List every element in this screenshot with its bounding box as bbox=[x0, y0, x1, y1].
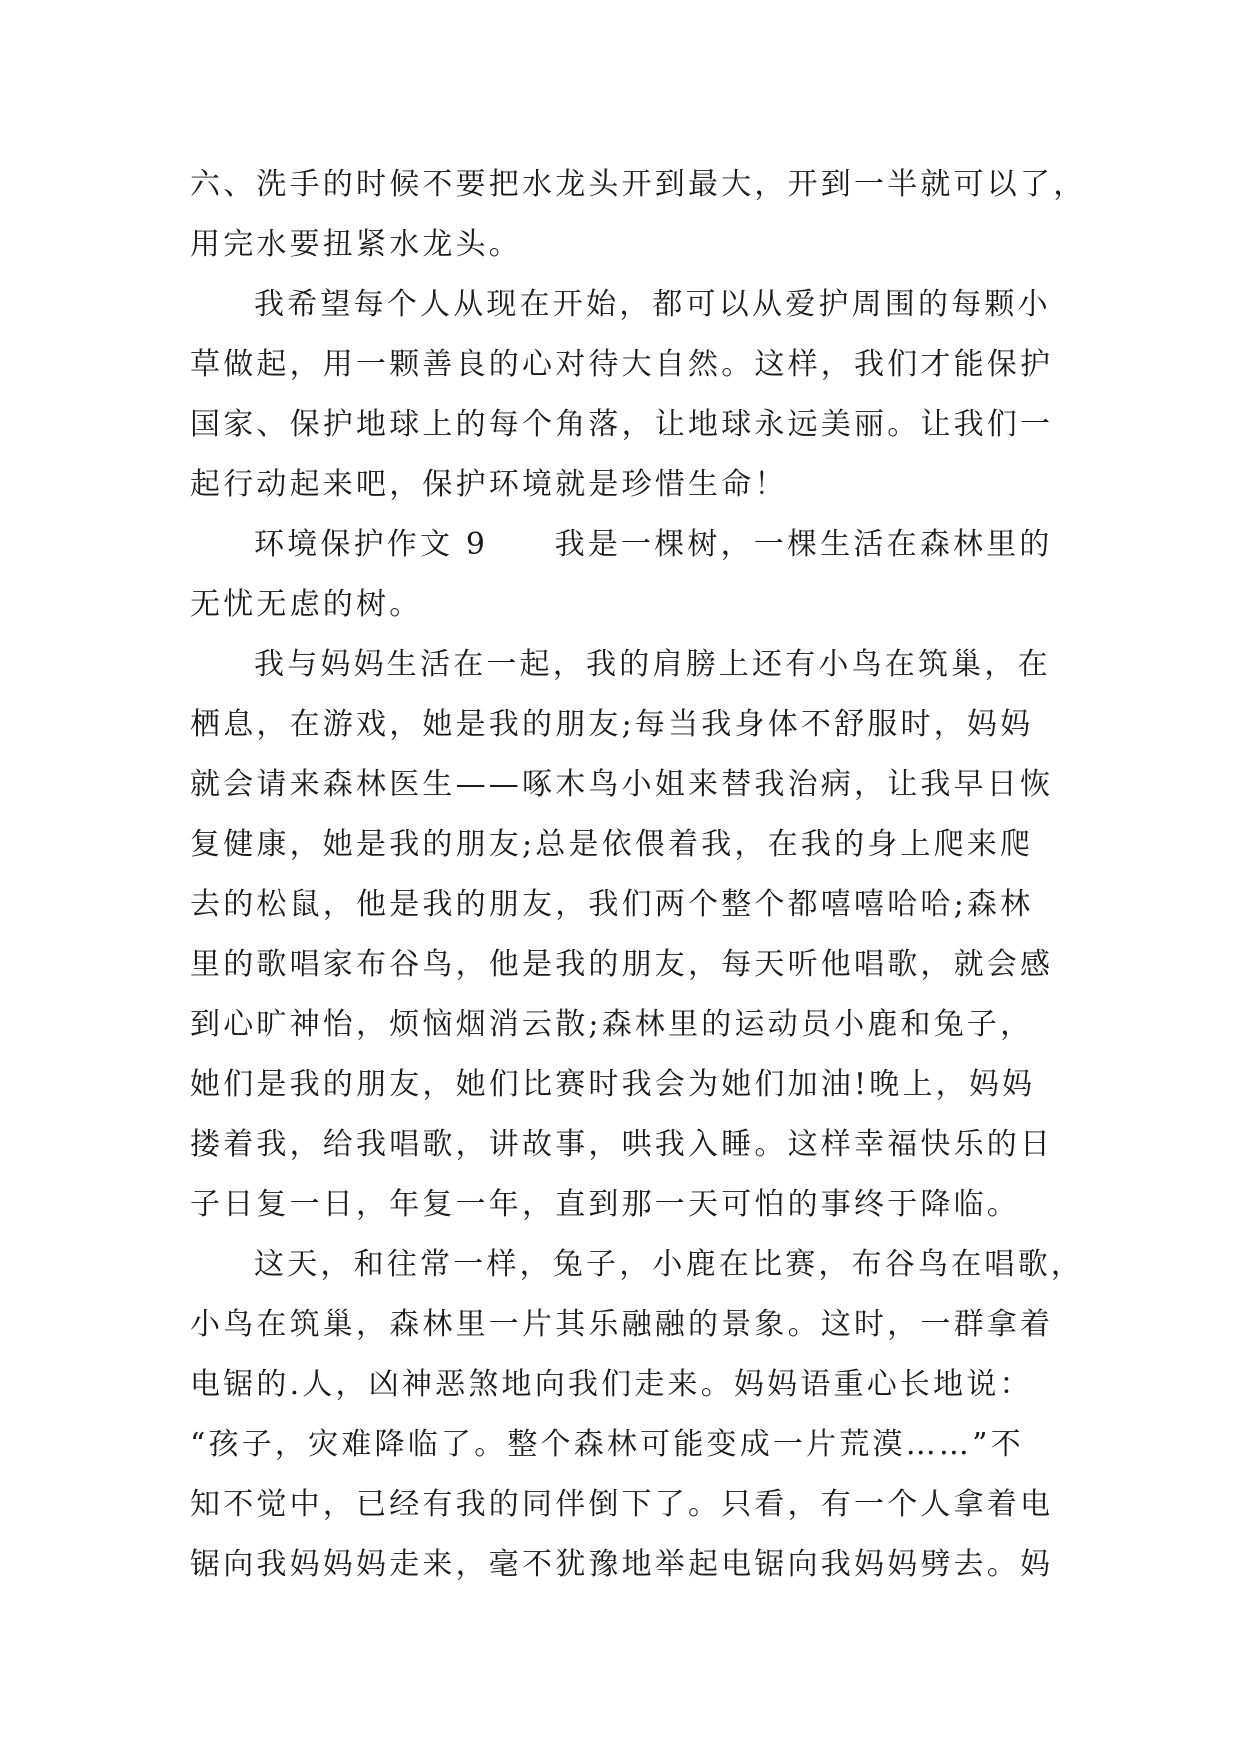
text-line: 去的松鼠，他是我的朋友，我们两个整个都嘻嘻哈哈;森林 bbox=[190, 887, 1034, 922]
text-line: 起行动起来吧，保护环境就是珍惜生命！ bbox=[190, 467, 788, 502]
text-line: 无忧无虑的树。 bbox=[190, 587, 423, 622]
text-line: 我希望每个人从现在开始，都可以从爱护周围的每颗小 bbox=[254, 287, 1051, 322]
text-line: 这天，和往常一样，兔子，小鹿在比赛，布谷鸟在唱歌， bbox=[254, 1247, 1084, 1282]
text-line: 国家、保护地球上的每个角落，让地球永远美丽。让我们一 bbox=[190, 407, 1054, 442]
text-line: 里的歌唱家布谷鸟，他是我的朋友，每天听他唱歌，就会感 bbox=[190, 947, 1054, 982]
text-line: “孩子，灾难降临了。整个森林可能变成一片荒漠……”不 bbox=[190, 1427, 1024, 1462]
text-line: 小鸟在筑巢，森林里一片其乐融融的景象。这时，一群拿着 bbox=[190, 1307, 1054, 1342]
text-line: 栖息，在游戏，她是我的朋友;每当我身体不舒服时，妈妈 bbox=[190, 707, 1034, 742]
text-line: 电锯的.人，凶神恶煞地向我们走来。妈妈语重心长地说： bbox=[190, 1367, 1033, 1402]
text-line: 用完水要扭紧水龙头。 bbox=[190, 227, 522, 262]
body-text bbox=[190, 155, 1087, 1595]
text-line: 到心旷神怡，烦恼烟消云散;森林里的运动员小鹿和兔子， bbox=[190, 1007, 1034, 1042]
text-line: 锯向我妈妈妈走来，毫不犹豫地举起电锯向我妈妈劈去。妈 bbox=[190, 1547, 1054, 1582]
text-line: 搂着我，给我唱歌，讲故事，哄我入睡。这样幸福快乐的日 bbox=[190, 1127, 1054, 1162]
text-line: 子日复一日，年复一年，直到那一天可怕的事终于降临。 bbox=[190, 1187, 1020, 1222]
text-line: 六、洗手的时候不要把水龙头开到最大，开到一半就可以了， bbox=[190, 167, 1087, 202]
text-line: 草做起，用一颗善良的心对待大自然。这样，我们才能保护 bbox=[190, 347, 1054, 382]
text-line: 她们是我的朋友，她们比赛时我会为她们加油!晚上，妈妈 bbox=[190, 1067, 1036, 1102]
text-line: 知不觉中，已经有我的同伴倒下了。只看，有一个人拿着电 bbox=[190, 1487, 1054, 1522]
text-line: 我与妈妈生活在一起，我的肩膀上还有小鸟在筑巢，在 bbox=[254, 647, 1051, 682]
text-line: 就会请来森林医生——啄木鸟小姐来替我治病，让我早日恢 bbox=[190, 767, 1054, 802]
section-heading-line: 环境保护作文 9 我是一棵树，一棵生活在森林里的 bbox=[254, 527, 1053, 562]
text-line: 复健康，她是我的朋友;总是依偎着我，在我的身上爬来爬 bbox=[190, 827, 1034, 862]
